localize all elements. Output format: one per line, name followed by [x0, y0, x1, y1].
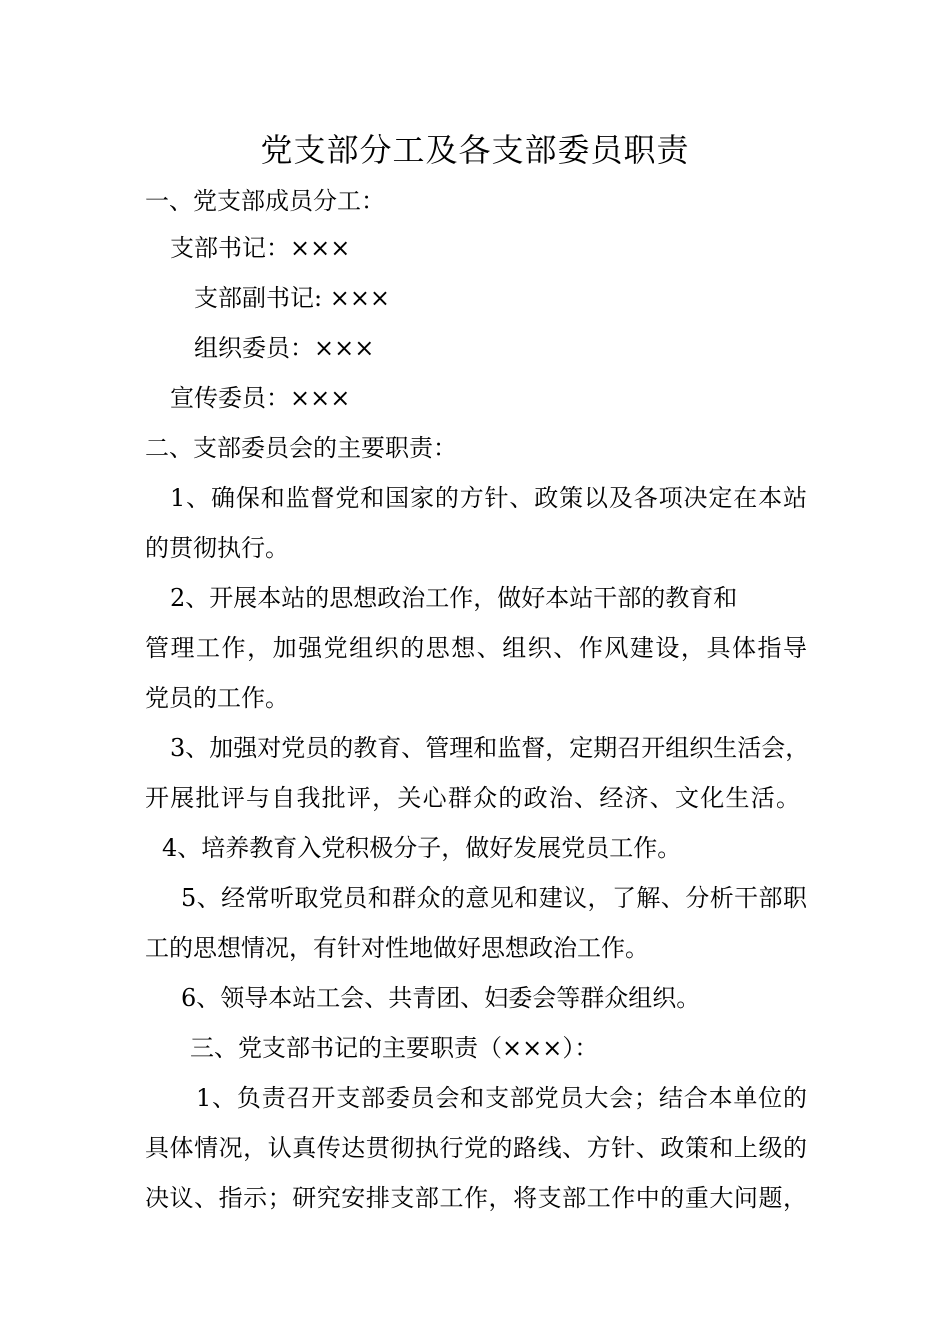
member-organization: 组织委员：××× — [194, 334, 375, 362]
duty-item-3-line2: 开展批评与自我批评，关心群众的政治、经济、文化生活。 — [145, 784, 800, 812]
duty-item-6: 6、领导本站工会、共青团、妇委会等群众组织。 — [181, 984, 701, 1012]
member-secretary: 支部书记：××× — [170, 234, 351, 262]
secretary-duty-1-line3: 决议、指示；研究安排支部工作，将支部工作中的重大问题， — [145, 1184, 807, 1212]
duty-item-5-line2: 工的思想情况，有针对性地做好思想政治工作。 — [145, 934, 649, 962]
duty-item-2-line3: 党员的工作。 — [145, 684, 289, 712]
secretary-duty-1-line2: 具体情况，认真传达贯彻执行党的路线、方针、政策和上级的 — [145, 1134, 807, 1162]
document-title: 党支部分工及各支部委员职责 — [260, 131, 690, 169]
duty-item-4: 4、培养教育入党积极分子，做好发展党员工作。 — [162, 834, 682, 862]
section2-heading: 二、支部委员会的主要职责： — [145, 434, 457, 462]
duty-item-2-line2: 管理工作，加强党组织的思想、组织、作风建设，具体指导 — [145, 634, 807, 662]
member-publicity: 宣传委员：××× — [170, 384, 351, 412]
duty-item-3-line1: 3、加强对党员的教育、管理和监督，定期召开组织生活会， — [170, 734, 810, 762]
section3-heading: 三、党支部书记的主要职责（×××）： — [190, 1034, 599, 1062]
duty-item-5-line1: 5、经常听取党员和群众的意见和建议，了解、分析干部职 — [181, 884, 807, 912]
section1-heading: 一、党支部成员分工： — [145, 187, 385, 215]
duty-item-1-line2: 的贯彻执行。 — [145, 534, 289, 562]
secretary-duty-1-line1: 1、负责召开支部委员会和支部党员大会；结合本单位的 — [196, 1084, 807, 1112]
member-deputy-secretary: 支部副书记: ××× — [194, 284, 391, 312]
duty-item-2-line1: 2、开展本站的思想政治工作，做好本站干部的教育和 — [170, 584, 738, 612]
duty-item-1-line1: 1、确保和监督党和国家的方针、政策以及各项决定在本站 — [170, 484, 807, 512]
